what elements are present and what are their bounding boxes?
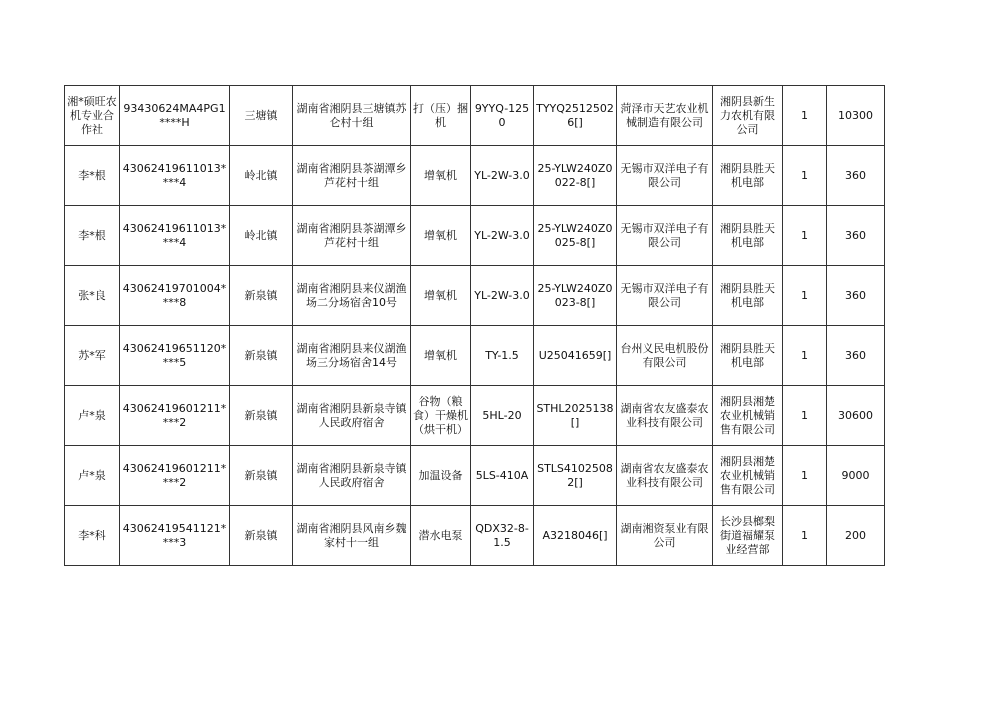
town-cell: 新泉镇 [230,326,293,386]
machine-type-cell: 潜水电泵 [411,506,471,566]
town-cell: 新泉镇 [230,506,293,566]
model-cell: YL-2W-3.0 [471,146,534,206]
model-cell: QDX32-8-1.5 [471,506,534,566]
table-row [65,266,885,326]
machine-type-cell: 增氧机 [411,206,471,266]
dealer-cell: 湘阴县湘楚农业机械销售有限公司 [713,446,783,506]
dealer-cell: 湘阴县胜天机电部 [713,206,783,266]
table-row [65,446,885,506]
id-number-cell: 43062419611013****4 [120,146,230,206]
table-row [65,146,885,206]
amount-cell: 200 [827,506,885,566]
machine-type-cell: 增氧机 [411,326,471,386]
table-row [65,206,885,266]
applicant-name-cell: 李*根 [65,146,120,206]
manufacturer-cell: 湖南湘资泵业有限公司 [617,506,713,566]
table-row [65,86,885,146]
town-cell: 岭北镇 [230,206,293,266]
town-cell: 岭北镇 [230,146,293,206]
applicant-name-cell: 李*根 [65,206,120,266]
serial-number-cell: 25-YLW240Z0025-8[] [534,206,617,266]
model-cell: YL-2W-3.0 [471,266,534,326]
model-cell: 9YYQ-1250 [471,86,534,146]
serial-number-cell: STHL2025138[] [534,386,617,446]
serial-number-cell: 25-YLW240Z0023-8[] [534,266,617,326]
dealer-cell: 湘阴县胜天机电部 [713,266,783,326]
id-number-cell: 43062419601211****2 [120,446,230,506]
model-cell: 5LS-410A [471,446,534,506]
model-cell: 5HL-20 [471,386,534,446]
machine-type-cell: 加温设备 [411,446,471,506]
applicant-name-cell: 湘*硕旺农机专业合作社 [65,86,120,146]
applicant-name-cell: 苏*军 [65,326,120,386]
amount-cell: 9000 [827,446,885,506]
address-cell: 湖南省湘阴县风南乡魏家村十一组 [293,506,411,566]
address-cell: 湖南省湘阴县新泉寺镇人民政府宿舍 [293,446,411,506]
table-row [65,506,885,566]
dealer-cell: 长沙县榔梨街道福耀泵业经营部 [713,506,783,566]
machine-type-cell: 增氧机 [411,146,471,206]
amount-cell: 360 [827,146,885,206]
applicant-name-cell: 卢*泉 [65,386,120,446]
applicant-name-cell: 卢*泉 [65,446,120,506]
address-cell: 湖南省湘阴县新泉寺镇人民政府宿舍 [293,386,411,446]
manufacturer-cell: 菏泽市天艺农业机械制造有限公司 [617,86,713,146]
manufacturer-cell: 无锡市双洋电子有限公司 [617,206,713,266]
town-cell: 新泉镇 [230,446,293,506]
address-cell: 湖南省湘阴县三塘镇苏仑村十组 [293,86,411,146]
model-cell: YL-2W-3.0 [471,206,534,266]
amount-cell: 30600 [827,386,885,446]
serial-number-cell: TYYQ25125026[] [534,86,617,146]
table-row [65,386,885,446]
machine-type-cell: 打（压）捆机 [411,86,471,146]
amount-cell: 360 [827,326,885,386]
quantity-cell: 1 [783,266,827,326]
manufacturer-cell: 湖南省农友盛泰农业科技有限公司 [617,386,713,446]
town-cell: 新泉镇 [230,386,293,446]
manufacturer-cell: 湖南省农友盛泰农业科技有限公司 [617,446,713,506]
amount-cell: 360 [827,206,885,266]
address-cell: 湖南省湘阴县来仪湖渔场三分场宿舍14号 [293,326,411,386]
serial-number-cell: 25-YLW240Z0022-8[] [534,146,617,206]
applicant-name-cell: 李*科 [65,506,120,566]
address-cell: 湖南省湘阴县茶湖潭乡芦花村十组 [293,146,411,206]
quantity-cell: 1 [783,506,827,566]
manufacturer-cell: 无锡市双洋电子有限公司 [617,266,713,326]
table-row [65,326,885,386]
serial-number-cell: U25041659[] [534,326,617,386]
id-number-cell: 93430624MA4PG1****H [120,86,230,146]
table-body [65,86,885,566]
dealer-cell: 湘阴县湘楚农业机械销售有限公司 [713,386,783,446]
id-number-cell: 43062419601211****2 [120,386,230,446]
address-cell: 湖南省湘阴县茶湖潭乡芦花村十组 [293,206,411,266]
manufacturer-cell: 台州义民电机股份有限公司 [617,326,713,386]
amount-cell: 10300 [827,86,885,146]
model-cell: TY-1.5 [471,326,534,386]
manufacturer-cell: 无锡市双洋电子有限公司 [617,146,713,206]
town-cell: 新泉镇 [230,266,293,326]
machine-type-cell: 谷物（粮食）干燥机（烘干机） [411,386,471,446]
dealer-cell: 湘阴县胜天机电部 [713,326,783,386]
dealer-cell: 湘阴县新生力农机有限公司 [713,86,783,146]
id-number-cell: 43062419701004****8 [120,266,230,326]
quantity-cell: 1 [783,386,827,446]
id-number-cell: 43062419611013****4 [120,206,230,266]
address-cell: 湖南省湘阴县来仪湖渔场二分场宿舍10号 [293,266,411,326]
quantity-cell: 1 [783,146,827,206]
serial-number-cell: A3218046[] [534,506,617,566]
serial-number-cell: STLS41025082[] [534,446,617,506]
quantity-cell: 1 [783,326,827,386]
applicant-name-cell: 张*良 [65,266,120,326]
id-number-cell: 43062419651120****5 [120,326,230,386]
subsidy-table [64,85,885,566]
id-number-cell: 43062419541121****3 [120,506,230,566]
town-cell: 三塘镇 [230,86,293,146]
quantity-cell: 1 [783,206,827,266]
amount-cell: 360 [827,266,885,326]
machine-type-cell: 增氧机 [411,266,471,326]
dealer-cell: 湘阴县胜天机电部 [713,146,783,206]
quantity-cell: 1 [783,86,827,146]
quantity-cell: 1 [783,446,827,506]
